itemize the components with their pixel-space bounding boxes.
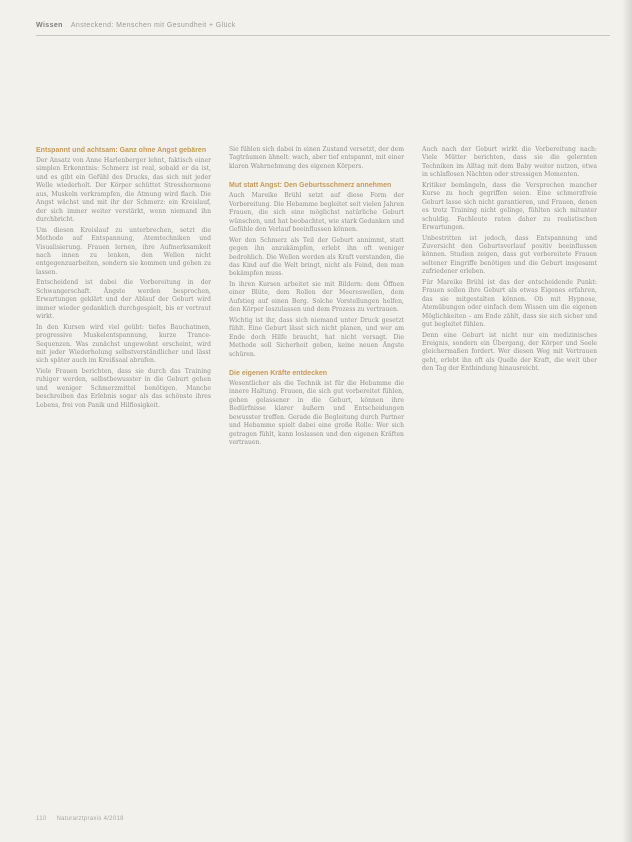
column-1 — [36, 146, 211, 806]
paragraph: Wer den Schmerz als Teil der Geburt annimmt, statt gegen ihn anzukämpfen, erlebt ihn oft weniger bedrohlich. Die Wellen werden als Kraft verstanden, die das Kind auf die Welt bringt, nicht als Feind, den man bekämpfen muss. — [229, 236, 404, 278]
header-rule — [36, 35, 610, 36]
paragraph: Kritiker bemängeln, dass die Versprechen mancher Kurse zu hoch gegriffen seien. Eine schmerzfreie Geburt lasse sich nicht garantieren, und Frauen, denen es trotz Training nicht gelinge, fühlten sich mitunter schuldig. Fachleute raten daher zu realistischen Erwartungen. — [422, 181, 597, 232]
paragraph: Auch nach der Geburt wirkt die Vorbereitung nach: Viele Mütter berichten, dass sie die gelernten Techniken im Alltag mit dem Baby weiter nutzen, etwa in schlaflosen Nächten oder stressigen Momenten. — [422, 146, 597, 179]
paragraph: Viele Frauen berichten, dass sie durch das Training ruhiger werden, selbstbewusster in die Geburt gehen und weniger Schmerzmittel benötigen. Manche beschreiben das Erlebnis sogar als das schönste ihres Lebens, frei von Panik und Hilflosigkeit. — [36, 367, 211, 409]
subheading-2: Mut statt Angst: Den Geburtsschmerz annehmen — [229, 182, 392, 190]
paragraph: Entscheidend ist dabei die Vorbereitung in der Schwangerschaft. Ängste werden besprochen, Erwartungen geklärt und der Ablauf der Geburt wird immer wieder gedanklich durchgespielt, bis er vertraut wirkt. — [36, 279, 211, 321]
section-subtitle: Ansteckend: Menschen mit Gesundheit + Glück — [70, 22, 236, 29]
paragraph: In ihren Kursen arbeitet sie mit Bildern: dem Öffnen einer Blüte, dem Rollen der Meereswellen, dem Aufstieg auf einen Berg. Solche Vorstellungen helfen, den Körper loszulassen und dem Prozess zu vertrauen. — [229, 280, 404, 314]
paragraph: Auch Mareike Brühl setzt auf diese Form der Vorbereitung. Die Hebamme begleitet seit vielen Jahren Frauen, die sich eine möglichst natürliche Geburt wünschen, und hat beobachtet, wie stark Gedanken und Gefühle den Verlauf beeinflussen können. — [229, 192, 404, 234]
paragraph: Um diesen Kreislauf zu unterbrechen, setzt die Methode auf Entspannung, Atemtechniken und Visualisierung. Frauen lernen, ihre Aufmerksamkeit nach innen zu lenken, den Wellen nicht entgegenzuarbeiten, sondern sie kommen und gehen zu lassen. — [36, 226, 211, 276]
subheading-1: Entspannt und achtsam: Ganz ohne Angst gebären — [36, 147, 207, 154]
paragraph: Denn eine Geburt ist nicht nur ein medizinisches Ereignis, sondern ein Übergang, der Körper und Seele gleichermaßen fordert. Wer diesen Weg mit Vertrauen geht, erlebt ihn oft als Quelle der Kraft, die weit über den Tag der Entbindung hinausreicht. — [422, 331, 597, 373]
column-3 — [422, 146, 597, 806]
page-number: 110 — [36, 816, 47, 822]
paragraph: Sie fühlen sich dabei in einen Zustand versetzt, der dem Tagträumen ähnelt: wach, aber tief entspannt, mit einer klaren Wahrnehmung des eigenen Körpers. — [229, 146, 404, 170]
paragraph: Der Ansatz von Anne Harlenberger lehnt, faktisch einer simplen Erkenntnis: Schmerz ist real, sobald er da ist, und es gibt ein Gefühl des Drucks, das sich mit jeder Welle wiederholt. Der Körper schüttet Stresshormone aus, Muskeln verkrampfen, die Atmung wird flach. Die Angst wächst und mit ihr der Schmerz: ein Kreislauf, der sich immer weiter verstärkt, wenn niemand ihn durchbricht. — [36, 157, 211, 224]
paragraph: In den Kursen wird viel geübt: tiefes Bauchatmen, progressive Muskelentspannung, kurze Trance-Sequenzen. Was zunächst ungewohnt erscheint, wird mit jeder Wiederholung selbstverständlicher und lässt sich später auch im Kreißsaal abrufen. — [36, 323, 211, 365]
column-2 — [229, 146, 404, 806]
paragraph: Für Mareike Brühl ist das der entscheidende Punkt: Frauen sollen ihre Geburt als etwas Eigenes erfahren, das sie mitgestalten können. Ob mit Hypnose, Atemübungen oder einfach dem Wissen um die eigenen Möglichkeiten – am Ende zählt, dass sie sich sicher und gut begleitet fühlen. — [422, 278, 597, 329]
paragraph: Unbestritten ist jedoch, dass Entspannung und Zuversicht den Geburtsverlauf positiv beeinflussen können. Studien zeigen, dass gut vorbereitete Frauen seltener Eingriffe benötigen und die Geburt insgesamt zufriedener erleben. — [422, 234, 597, 276]
paragraph: Wesentlicher als die Technik ist für die Hebamme die innere Haltung. Frauen, die sich gut vorbereitet fühlen, gehen gelassener in die Geburt, können ihre Bedürfnisse klarer äußern und Entscheidungen bewusster treffen. Gerade die Begleitung durch Partner und Hebamme spielt dabei eine große Rolle: Wer sich getragen fühlt, kann loslassen und den eigenen Kräften vertrauen. — [229, 379, 404, 447]
page-footer — [36, 816, 124, 822]
subheading-3: Die eigenen Kräfte entdecken — [229, 369, 328, 377]
running-head — [36, 22, 236, 29]
page-gutter-shadow — [622, 0, 632, 842]
section-label: Wissen — [36, 22, 63, 29]
paragraph: Wichtig ist ihr, dass sich niemand unter Druck gesetzt fühlt. Eine Geburt lässt sich nicht planen, und wer am Ende doch Hilfe braucht, hat nicht versagt. Die Methode soll Sicherheit geben, keine neuen Ängste schüren. — [229, 316, 404, 358]
publication-name: Naturarztpraxis 4/2018 — [56, 816, 124, 822]
